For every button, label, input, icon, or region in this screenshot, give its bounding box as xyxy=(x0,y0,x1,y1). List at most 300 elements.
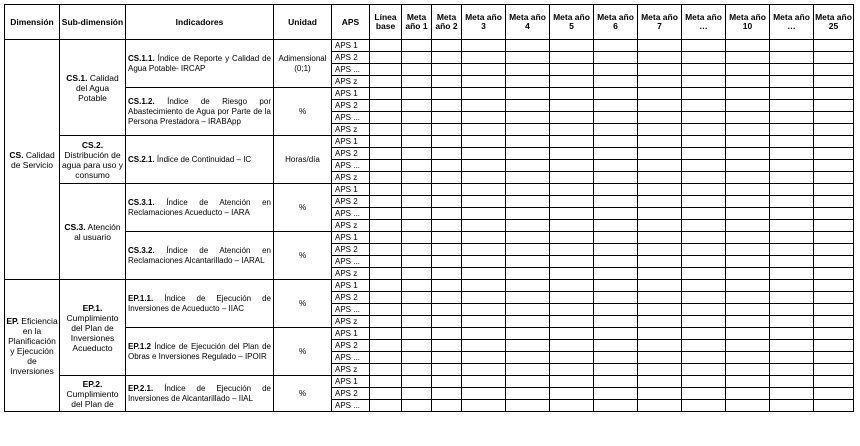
value-cell xyxy=(432,208,462,220)
dimension-name: Eficiencia en la Planificación y Ejecución de Inversiones xyxy=(8,315,58,376)
value-cell xyxy=(770,40,814,52)
value-cell xyxy=(638,100,682,112)
value-cell xyxy=(462,124,506,136)
value-cell xyxy=(594,112,638,124)
value-cell xyxy=(370,256,402,268)
value-cell xyxy=(726,184,770,196)
aps-cell: APS z xyxy=(332,76,370,88)
column-header: Sub-dimensión xyxy=(60,5,126,40)
value-cell xyxy=(370,40,402,52)
value-cell xyxy=(370,88,402,100)
subdimension-name: Cumplimiento del Plan de xyxy=(66,388,119,409)
value-cell xyxy=(506,352,550,364)
aps-cell: APS ... xyxy=(332,112,370,124)
aps-cell: APS 2 xyxy=(332,244,370,256)
indicator-cell xyxy=(126,376,274,412)
value-cell xyxy=(550,328,594,340)
value-cell xyxy=(638,232,682,244)
value-cell xyxy=(726,52,770,64)
value-cell xyxy=(370,184,402,196)
aps-cell: APS 2 xyxy=(332,292,370,304)
unit-cell: % xyxy=(274,280,332,328)
value-cell xyxy=(638,352,682,364)
aps-cell: APS ... xyxy=(332,256,370,268)
indicator-text: Índice de Reporte y Calidad de Agua Potable- IRCAP xyxy=(128,53,271,73)
value-cell xyxy=(638,184,682,196)
subdimension-cell xyxy=(60,184,126,280)
value-cell xyxy=(432,304,462,316)
value-cell xyxy=(402,316,432,328)
value-cell xyxy=(462,232,506,244)
value-cell xyxy=(594,172,638,184)
value-cell xyxy=(638,40,682,52)
value-cell xyxy=(370,388,402,400)
value-cell xyxy=(506,244,550,256)
value-cell xyxy=(432,64,462,76)
value-cell xyxy=(638,280,682,292)
value-cell xyxy=(638,292,682,304)
value-cell xyxy=(550,352,594,364)
value-cell xyxy=(770,256,814,268)
value-cell xyxy=(550,40,594,52)
value-cell xyxy=(370,268,402,280)
value-cell xyxy=(814,76,854,88)
value-cell xyxy=(506,280,550,292)
value-cell xyxy=(550,340,594,352)
aps-cell: APS 1 xyxy=(332,328,370,340)
value-cell xyxy=(594,256,638,268)
value-cell xyxy=(726,76,770,88)
value-cell xyxy=(402,400,432,412)
table-row xyxy=(5,232,854,244)
indicator-cell xyxy=(126,328,274,376)
value-cell xyxy=(638,64,682,76)
value-cell xyxy=(550,124,594,136)
value-cell xyxy=(726,100,770,112)
value-cell xyxy=(814,340,854,352)
column-header: Meta año … xyxy=(770,5,814,40)
value-cell xyxy=(432,220,462,232)
value-cell xyxy=(770,232,814,244)
value-cell xyxy=(770,316,814,328)
value-cell xyxy=(814,256,854,268)
value-cell xyxy=(370,76,402,88)
value-cell xyxy=(726,304,770,316)
indicator-cell xyxy=(126,88,274,136)
value-cell xyxy=(638,376,682,388)
value-cell xyxy=(432,136,462,148)
indicator-text: Índice de Ejecución de Inversiones de Acueducto – IIAC xyxy=(128,293,271,313)
value-cell xyxy=(402,328,432,340)
value-cell xyxy=(682,352,726,364)
value-cell xyxy=(682,364,726,376)
value-cell xyxy=(370,280,402,292)
value-cell xyxy=(638,316,682,328)
value-cell xyxy=(814,328,854,340)
value-cell xyxy=(770,52,814,64)
value-cell xyxy=(432,268,462,280)
value-cell xyxy=(682,400,726,412)
column-header: Meta año 4 xyxy=(506,5,550,40)
value-cell xyxy=(726,400,770,412)
value-cell xyxy=(506,184,550,196)
subdimension-code: CS.2. xyxy=(81,139,104,150)
value-cell xyxy=(402,292,432,304)
value-cell xyxy=(432,388,462,400)
aps-cell: APS 1 xyxy=(332,280,370,292)
value-cell xyxy=(506,52,550,64)
value-cell xyxy=(550,184,594,196)
value-cell xyxy=(682,100,726,112)
value-cell xyxy=(370,64,402,76)
value-cell xyxy=(432,40,462,52)
value-cell xyxy=(770,244,814,256)
indicator-code: CS.3.1. xyxy=(128,197,155,207)
value-cell xyxy=(550,148,594,160)
value-cell xyxy=(370,112,402,124)
value-cell xyxy=(770,220,814,232)
value-cell xyxy=(594,376,638,388)
value-cell xyxy=(402,76,432,88)
aps-cell: APS ... xyxy=(332,352,370,364)
value-cell xyxy=(638,328,682,340)
value-cell xyxy=(402,100,432,112)
indicators-table xyxy=(4,4,854,412)
value-cell xyxy=(402,232,432,244)
value-cell xyxy=(462,292,506,304)
value-cell xyxy=(550,196,594,208)
value-cell xyxy=(682,220,726,232)
table-row xyxy=(5,328,854,340)
value-cell xyxy=(506,124,550,136)
column-header: Meta año 3 xyxy=(462,5,506,40)
value-cell xyxy=(462,148,506,160)
value-cell xyxy=(770,304,814,316)
value-cell xyxy=(814,388,854,400)
column-header: Meta año 10 xyxy=(726,5,770,40)
value-cell xyxy=(638,208,682,220)
value-cell xyxy=(638,172,682,184)
value-cell xyxy=(682,88,726,100)
value-cell xyxy=(594,340,638,352)
value-cell xyxy=(432,100,462,112)
value-cell xyxy=(770,172,814,184)
unit-cell: % xyxy=(274,232,332,280)
subdimension-code: CS.3. xyxy=(64,221,86,232)
value-cell xyxy=(462,196,506,208)
value-cell xyxy=(594,352,638,364)
indicator-text: Índice de Atención en Reclamaciones Acueducto – IARA xyxy=(128,197,271,217)
value-cell xyxy=(506,388,550,400)
value-cell xyxy=(550,280,594,292)
value-cell xyxy=(550,400,594,412)
value-cell xyxy=(462,208,506,220)
value-cell xyxy=(402,88,432,100)
value-cell xyxy=(682,268,726,280)
value-cell xyxy=(432,340,462,352)
value-cell xyxy=(682,148,726,160)
value-cell xyxy=(370,400,402,412)
value-cell xyxy=(402,40,432,52)
value-cell xyxy=(462,100,506,112)
value-cell xyxy=(726,280,770,292)
column-header: Indicadores xyxy=(126,5,274,40)
value-cell xyxy=(594,316,638,328)
value-cell xyxy=(814,376,854,388)
aps-cell: APS z xyxy=(332,316,370,328)
value-cell xyxy=(462,352,506,364)
value-cell xyxy=(432,52,462,64)
aps-cell: APS 1 xyxy=(332,184,370,196)
value-cell xyxy=(594,124,638,136)
value-cell xyxy=(462,376,506,388)
value-cell xyxy=(462,340,506,352)
value-cell xyxy=(506,88,550,100)
value-cell xyxy=(506,220,550,232)
value-cell xyxy=(682,304,726,316)
value-cell xyxy=(370,340,402,352)
value-cell xyxy=(506,256,550,268)
value-cell xyxy=(550,64,594,76)
unit-cell: % xyxy=(274,88,332,136)
value-cell xyxy=(638,52,682,64)
indicator-code: CS.1.1. xyxy=(128,53,155,63)
indicator-text: Índice de Riesgo por Abastecimiento de Agua por Parte de la Persona Prestadora – IRABApp xyxy=(128,96,271,126)
value-cell xyxy=(432,364,462,376)
value-cell xyxy=(594,232,638,244)
table-row xyxy=(5,184,854,196)
value-cell xyxy=(682,52,726,64)
value-cell xyxy=(638,136,682,148)
value-cell xyxy=(432,184,462,196)
value-cell xyxy=(726,364,770,376)
aps-cell: APS 2 xyxy=(332,100,370,112)
value-cell xyxy=(638,340,682,352)
value-cell xyxy=(462,112,506,124)
value-cell xyxy=(506,40,550,52)
value-cell xyxy=(462,244,506,256)
value-cell xyxy=(726,220,770,232)
value-cell xyxy=(726,256,770,268)
value-cell xyxy=(506,268,550,280)
value-cell xyxy=(638,364,682,376)
value-cell xyxy=(682,316,726,328)
value-cell xyxy=(770,340,814,352)
subdimension-cell xyxy=(60,280,126,376)
unit-cell: Adimensional (0;1) xyxy=(274,40,332,88)
value-cell xyxy=(726,208,770,220)
value-cell xyxy=(638,388,682,400)
value-cell xyxy=(726,88,770,100)
dimension-cell xyxy=(5,40,60,280)
value-cell xyxy=(462,268,506,280)
value-cell xyxy=(370,196,402,208)
unit-cell: % xyxy=(274,328,332,376)
value-cell xyxy=(726,316,770,328)
indicator-code: CS.2.1. xyxy=(128,154,155,164)
value-cell xyxy=(506,376,550,388)
value-cell xyxy=(462,64,506,76)
value-cell xyxy=(370,136,402,148)
dimension-code: EP. xyxy=(6,315,19,326)
value-cell xyxy=(506,292,550,304)
value-cell xyxy=(770,64,814,76)
value-cell xyxy=(638,124,682,136)
aps-cell: APS z xyxy=(332,124,370,136)
value-cell xyxy=(550,172,594,184)
value-cell xyxy=(770,76,814,88)
value-cell xyxy=(432,196,462,208)
value-cell xyxy=(402,268,432,280)
value-cell xyxy=(814,352,854,364)
value-cell xyxy=(594,268,638,280)
value-cell xyxy=(726,340,770,352)
value-cell xyxy=(550,208,594,220)
value-cell xyxy=(726,328,770,340)
column-header: Dimensión xyxy=(5,5,60,40)
value-cell xyxy=(462,280,506,292)
aps-cell: APS z xyxy=(332,364,370,376)
value-cell xyxy=(770,280,814,292)
value-cell xyxy=(550,268,594,280)
value-cell xyxy=(594,64,638,76)
indicator-cell xyxy=(126,136,274,184)
value-cell xyxy=(506,328,550,340)
value-cell xyxy=(594,100,638,112)
value-cell xyxy=(506,172,550,184)
value-cell xyxy=(462,328,506,340)
value-cell xyxy=(814,184,854,196)
value-cell xyxy=(506,64,550,76)
subdimension-code: CS.1. xyxy=(66,72,88,83)
subdimension-cell xyxy=(60,376,126,412)
value-cell xyxy=(402,376,432,388)
header-row xyxy=(5,5,854,40)
value-cell xyxy=(638,220,682,232)
value-cell xyxy=(462,52,506,64)
value-cell xyxy=(370,244,402,256)
subdimension-code: EP.1. xyxy=(82,302,103,313)
value-cell xyxy=(594,304,638,316)
value-cell xyxy=(770,292,814,304)
column-header: APS xyxy=(332,5,370,40)
value-cell xyxy=(594,88,638,100)
value-cell xyxy=(462,76,506,88)
value-cell xyxy=(432,124,462,136)
value-cell xyxy=(402,64,432,76)
value-cell xyxy=(432,76,462,88)
value-cell xyxy=(814,268,854,280)
column-header: Meta año 7 xyxy=(638,5,682,40)
value-cell xyxy=(726,292,770,304)
value-cell xyxy=(726,352,770,364)
value-cell xyxy=(402,160,432,172)
unit-cell: % xyxy=(274,376,332,412)
value-cell xyxy=(726,40,770,52)
value-cell xyxy=(506,148,550,160)
indicator-code: CS.3.2. xyxy=(128,245,155,255)
value-cell xyxy=(402,364,432,376)
value-cell xyxy=(726,136,770,148)
value-cell xyxy=(726,172,770,184)
value-cell xyxy=(726,244,770,256)
aps-cell: APS ... xyxy=(332,304,370,316)
indicators-table-wrapper xyxy=(4,4,854,412)
value-cell xyxy=(770,328,814,340)
value-cell xyxy=(638,112,682,124)
value-cell xyxy=(814,40,854,52)
value-cell xyxy=(402,124,432,136)
value-cell xyxy=(550,364,594,376)
value-cell xyxy=(682,196,726,208)
value-cell xyxy=(638,148,682,160)
subdimension-name: Atención al usuario xyxy=(74,221,121,242)
value-cell xyxy=(726,64,770,76)
value-cell xyxy=(682,232,726,244)
value-cell xyxy=(682,208,726,220)
column-header: Meta año … xyxy=(682,5,726,40)
value-cell xyxy=(550,316,594,328)
value-cell xyxy=(770,148,814,160)
value-cell xyxy=(462,220,506,232)
value-cell xyxy=(402,340,432,352)
value-cell xyxy=(550,220,594,232)
value-cell xyxy=(726,160,770,172)
value-cell xyxy=(682,160,726,172)
aps-cell: APS ... xyxy=(332,400,370,412)
aps-cell: APS 1 xyxy=(332,88,370,100)
value-cell xyxy=(770,364,814,376)
value-cell xyxy=(682,376,726,388)
column-header: Meta año 25 xyxy=(814,5,854,40)
indicator-code: CS.1.2. xyxy=(128,96,155,106)
value-cell xyxy=(550,292,594,304)
value-cell xyxy=(432,256,462,268)
unit-cell: Horas/día xyxy=(274,136,332,184)
value-cell xyxy=(594,148,638,160)
column-header: Meta año 2 xyxy=(432,5,462,40)
value-cell xyxy=(432,352,462,364)
value-cell xyxy=(370,328,402,340)
value-cell xyxy=(594,244,638,256)
value-cell xyxy=(770,208,814,220)
value-cell xyxy=(402,244,432,256)
column-header: Meta año 6 xyxy=(594,5,638,40)
value-cell xyxy=(550,76,594,88)
value-cell xyxy=(682,40,726,52)
value-cell xyxy=(770,112,814,124)
value-cell xyxy=(770,124,814,136)
value-cell xyxy=(370,292,402,304)
value-cell xyxy=(770,400,814,412)
indicator-code: EP.1.2 xyxy=(128,341,151,351)
indicator-text: Índice de Continuidad – IC xyxy=(156,154,252,164)
value-cell xyxy=(550,88,594,100)
value-cell xyxy=(638,268,682,280)
value-cell xyxy=(682,340,726,352)
value-cell xyxy=(814,244,854,256)
value-cell xyxy=(402,208,432,220)
value-cell xyxy=(638,304,682,316)
value-cell xyxy=(726,196,770,208)
value-cell xyxy=(432,112,462,124)
value-cell xyxy=(814,88,854,100)
value-cell xyxy=(682,112,726,124)
aps-cell: APS 2 xyxy=(332,196,370,208)
value-cell xyxy=(462,256,506,268)
value-cell xyxy=(462,388,506,400)
value-cell xyxy=(370,160,402,172)
